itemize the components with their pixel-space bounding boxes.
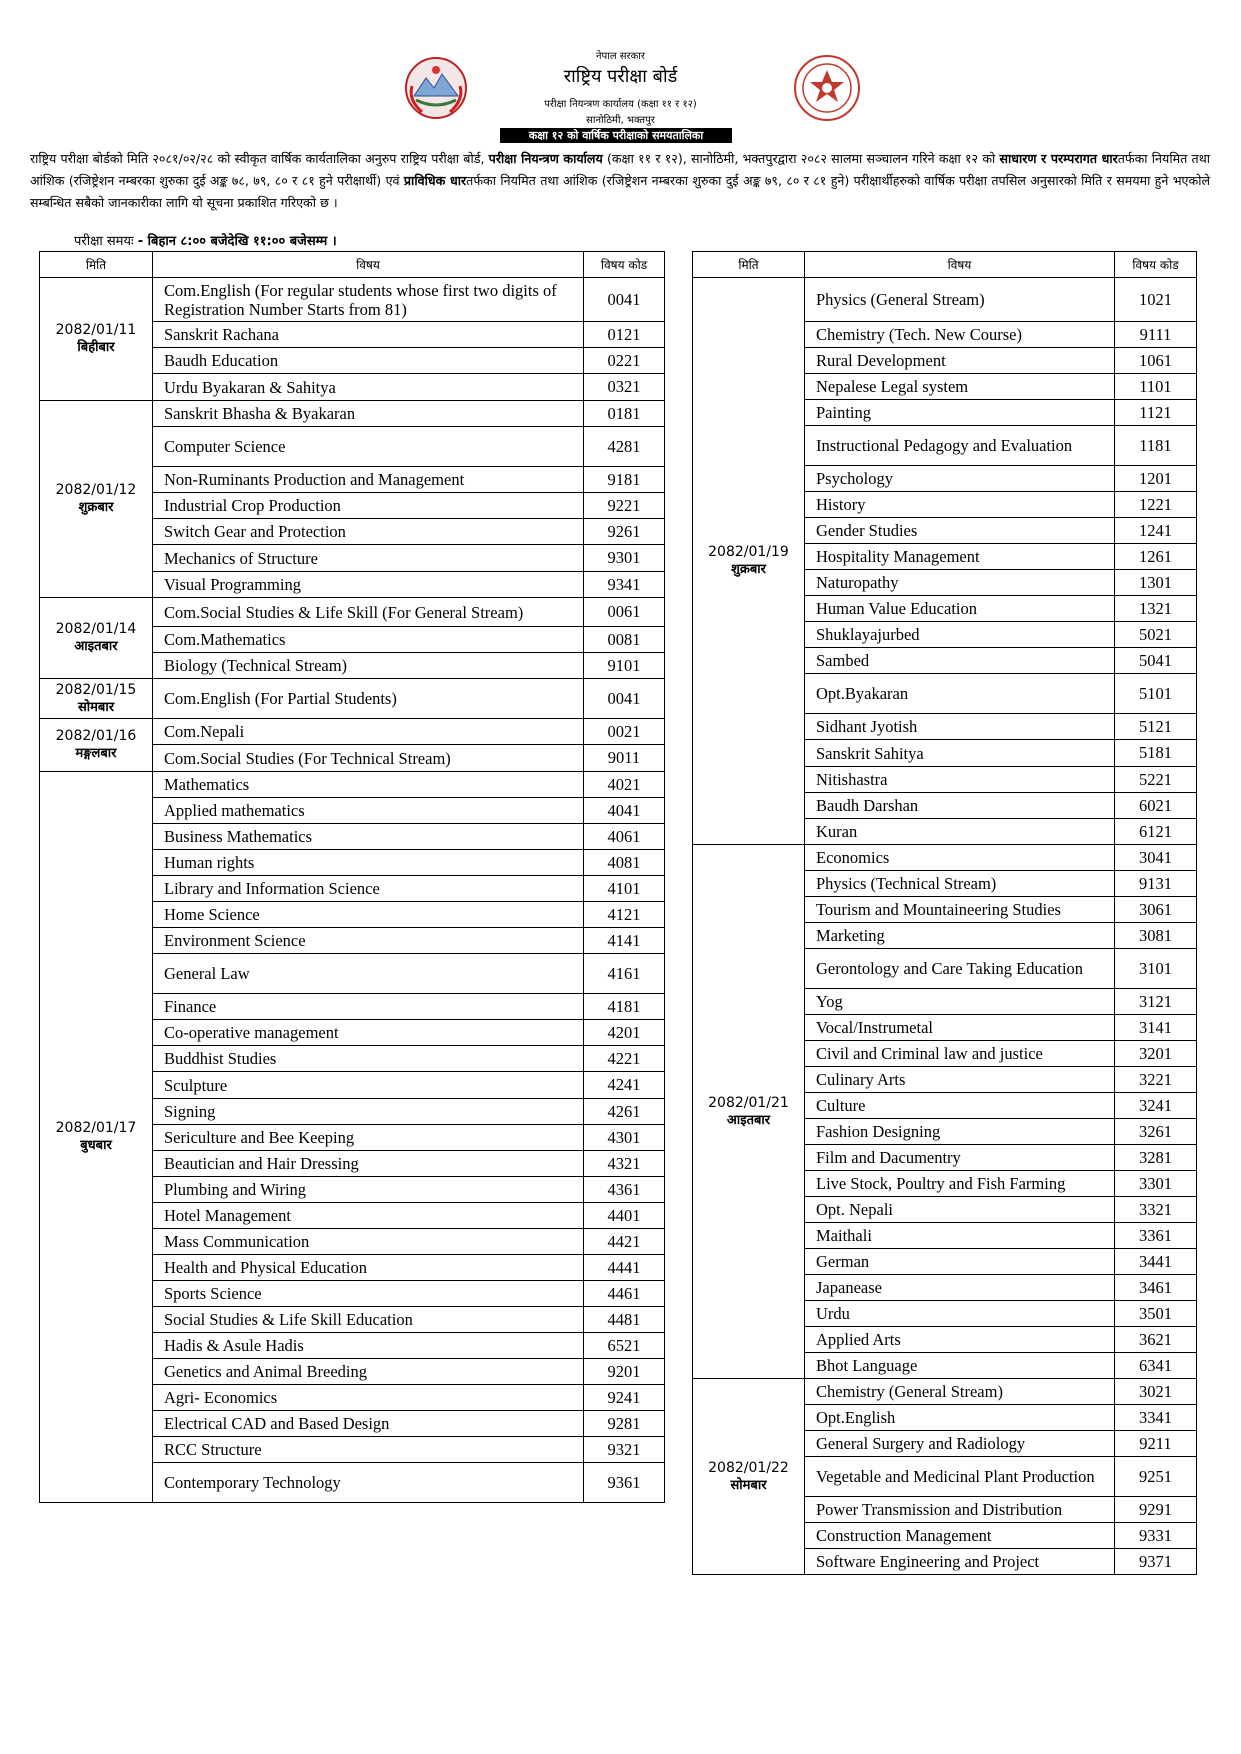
subject-code-cell: 3241 — [1115, 1093, 1197, 1119]
subject-cell: Naturopathy — [805, 570, 1115, 596]
exam-day: बुधबार — [80, 1138, 112, 1153]
table-row — [693, 278, 1197, 322]
subject-cell: Buddhist Studies — [153, 1046, 584, 1072]
subject-cell: General Law — [153, 954, 584, 994]
subject-code-cell: 0041 — [584, 679, 665, 719]
subject-code-cell: 9221 — [584, 493, 665, 519]
subject-code-cell: 3261 — [1115, 1119, 1197, 1145]
subject-cell: Sericulture and Bee Keeping — [153, 1125, 584, 1151]
subject-cell: General Surgery and Radiology — [805, 1431, 1115, 1457]
exam-time — [74, 231, 337, 249]
subject-code-cell: 9261 — [584, 519, 665, 545]
exam-date-cell — [693, 845, 805, 1379]
subject-cell: Com.Social Studies & Life Skill (For General Stream) — [153, 598, 584, 627]
subject-cell: Applied Arts — [805, 1327, 1115, 1353]
subject-cell: Business Mathematics — [153, 824, 584, 850]
column-header-subject: विषय — [805, 252, 1115, 278]
subject-code-cell: 4421 — [584, 1229, 665, 1255]
table-row — [40, 719, 665, 745]
subject-cell: Biology (Technical Stream) — [153, 653, 584, 679]
subject-cell: Live Stock, Poultry and Fish Farming — [805, 1171, 1115, 1197]
subject-cell: Human Value Education — [805, 596, 1115, 622]
notice-text: तर्फका नियमित तथा आंशिक (रजिष्ट्रेशन नम्बरका शुरुका दुई अङ्क ७८, ७९, ८० र ८१ हुने परीक्षार्थी) एवं — [30, 151, 1211, 188]
subject-cell: Agri- Economics — [153, 1385, 584, 1411]
exam-time-value: - बिहान ८:०० बजेदेखि ११:०० बजेसम्म । — [137, 234, 337, 249]
subject-cell: Visual Programming — [153, 572, 584, 598]
subject-cell: Power Transmission and Distribution — [805, 1497, 1115, 1523]
subject-cell: Baudh Education — [153, 348, 584, 374]
subject-cell: Mechanics of Structure — [153, 545, 584, 572]
subject-code-cell: 1321 — [1115, 596, 1197, 622]
subject-cell: Com.Social Studies (For Technical Stream) — [153, 745, 584, 772]
subject-code-cell: 4041 — [584, 798, 665, 824]
notice-highlight: प्राविधिक धार — [403, 173, 467, 188]
subject-code-cell: 1061 — [1115, 348, 1197, 374]
notice-text: राष्ट्रिय परीक्षा बोर्डको मिति २०८१/०२/२८ को स्वीकृत वार्षिक कार्यतालिका अनुरुप राष्ट्रिय परीक्षा बोर्ड, — [30, 151, 489, 166]
schedule-table-left — [39, 251, 665, 1503]
subject-cell: Software Engineering and Project — [805, 1549, 1115, 1575]
subject-code-cell: 3501 — [1115, 1301, 1197, 1327]
subject-cell: Shuklayajurbed — [805, 622, 1115, 648]
subject-code-cell: 9131 — [1115, 871, 1197, 897]
subject-code-cell: 9371 — [1115, 1549, 1197, 1575]
subject-cell: Hospitality Management — [805, 544, 1115, 570]
notice-title: कक्षा १२ को वार्षिक परीक्षाको समयतालिका — [500, 128, 732, 143]
subject-code-cell: 4401 — [584, 1203, 665, 1229]
office-name: परीक्षा नियन्त्रण कार्यालय (कक्षा ११ र १२) — [544, 99, 697, 110]
subject-cell: Hotel Management — [153, 1203, 584, 1229]
subject-cell: Hadis & Asule Hadis — [153, 1333, 584, 1359]
subject-code-cell: 4161 — [584, 954, 665, 994]
table-row — [693, 1379, 1197, 1405]
exam-time-label: परीक्षा समयः — [74, 234, 134, 249]
subject-code-cell: 4261 — [584, 1099, 665, 1125]
subject-code-cell: 4361 — [584, 1177, 665, 1203]
subject-code-cell: 9241 — [584, 1385, 665, 1411]
subject-code-cell: 5021 — [1115, 622, 1197, 648]
exam-date: 2082/01/17 — [55, 1120, 137, 1136]
schedule-body-left — [40, 278, 665, 1503]
subject-code-cell: 1301 — [1115, 570, 1197, 596]
subject-cell: Nepalese Legal system — [805, 374, 1115, 400]
subject-code-cell: 3461 — [1115, 1275, 1197, 1301]
subject-cell: German — [805, 1249, 1115, 1275]
subject-code-cell: 6021 — [1115, 793, 1197, 819]
exam-day: शुक्रबार — [731, 562, 766, 577]
subject-code-cell: 6121 — [1115, 819, 1197, 845]
subject-cell: Social Studies & Life Skill Education — [153, 1307, 584, 1333]
exam-date: 2082/01/22 — [708, 1459, 789, 1476]
subject-cell: Civil and Criminal law and justice — [805, 1041, 1115, 1067]
subject-cell: Physics (Technical Stream) — [805, 871, 1115, 897]
subject-cell: Sculpture — [153, 1072, 584, 1099]
subject-cell: Chemistry (Tech. New Course) — [805, 322, 1115, 348]
subject-code-cell: 9101 — [584, 653, 665, 679]
subject-code-cell: 9111 — [1115, 322, 1197, 348]
subject-cell: Vegetable and Medicinal Plant Production — [805, 1457, 1115, 1497]
exam-date-cell — [40, 679, 153, 719]
schedule-body-right — [693, 278, 1197, 1575]
subject-code-cell: 1181 — [1115, 426, 1197, 466]
subject-code-cell: 0081 — [584, 627, 665, 653]
subject-cell: Beautician and Hair Dressing — [153, 1151, 584, 1177]
exam-date-cell — [693, 278, 805, 845]
subject-code-cell: 4141 — [584, 928, 665, 954]
subject-code-cell: 0021 — [584, 719, 665, 745]
subject-cell: Culinary Arts — [805, 1067, 1115, 1093]
neb-logo-icon — [792, 52, 862, 124]
subject-cell: Mass Communication — [153, 1229, 584, 1255]
subject-code-cell: 4301 — [584, 1125, 665, 1151]
subject-cell: Com.English (For regular students whose first two digits of Registration Number Starts from 81) — [153, 278, 584, 322]
subject-code-cell: 1221 — [1115, 492, 1197, 518]
subject-code-cell: 3281 — [1115, 1145, 1197, 1171]
subject-code-cell: 9341 — [584, 572, 665, 598]
subject-code-cell: 4081 — [584, 850, 665, 876]
subject-code-cell: 1101 — [1115, 374, 1197, 400]
subject-code-cell: 3301 — [1115, 1171, 1197, 1197]
table-row — [693, 845, 1197, 871]
subject-code-cell: 4221 — [584, 1046, 665, 1072]
subject-cell: Computer Science — [153, 427, 584, 467]
subject-code-cell: 9331 — [1115, 1523, 1197, 1549]
subject-cell: Health and Physical Education — [153, 1255, 584, 1281]
subject-code-cell: 9281 — [584, 1411, 665, 1437]
subject-cell: Maithali — [805, 1223, 1115, 1249]
subject-code-cell: 3141 — [1115, 1015, 1197, 1041]
subject-cell: Kuran — [805, 819, 1115, 845]
subject-code-cell: 9201 — [584, 1359, 665, 1385]
subject-code-cell: 3361 — [1115, 1223, 1197, 1249]
subject-cell: Industrial Crop Production — [153, 493, 584, 519]
subject-code-cell: 1201 — [1115, 466, 1197, 492]
subject-code-cell: 4201 — [584, 1020, 665, 1046]
subject-cell: Fashion Designing — [805, 1119, 1115, 1145]
exam-date: 2082/01/16 — [55, 728, 137, 744]
column-header-code: विषय कोड — [584, 252, 665, 278]
notice-text: (कक्षा ११ र १२), सानोठिमी, भक्तपुरद्वारा २०८२ सालमा सञ्चालन गरिने कक्षा १२ को — [602, 151, 1000, 166]
subject-code-cell: 9011 — [584, 745, 665, 772]
subject-cell: Com.English (For Partial Students) — [153, 679, 584, 719]
table-row — [40, 598, 665, 627]
board-title: राष्ट्रिय परीक्षा बोर्ड — [563, 66, 678, 87]
table-header-row — [693, 252, 1197, 278]
subject-code-cell: 3201 — [1115, 1041, 1197, 1067]
subject-cell: Home Science — [153, 902, 584, 928]
subject-code-cell: 0121 — [584, 322, 665, 348]
subject-cell: Com.Nepali — [153, 719, 584, 745]
subject-cell: Switch Gear and Protection — [153, 519, 584, 545]
subject-cell: Economics — [805, 845, 1115, 871]
subject-cell: Vocal/Instrumetal — [805, 1015, 1115, 1041]
subject-code-cell: 3041 — [1115, 845, 1197, 871]
subject-cell: Film and Dacumentry — [805, 1145, 1115, 1171]
subject-cell: Sanskrit Bhasha & Byakaran — [153, 401, 584, 427]
subject-cell: Marketing — [805, 923, 1115, 949]
office-address: सानोठिमी, भक्तपुर — [586, 115, 655, 126]
subject-code-cell: 3341 — [1115, 1405, 1197, 1431]
column-header-date: मिति — [40, 252, 153, 278]
subject-code-cell: 3221 — [1115, 1067, 1197, 1093]
subject-cell: Painting — [805, 400, 1115, 426]
exam-day: आइतबार — [74, 639, 118, 654]
subject-code-cell: 3321 — [1115, 1197, 1197, 1223]
subject-cell: Gender Studies — [805, 518, 1115, 544]
subject-cell: Nitishastra — [805, 767, 1115, 793]
exam-day: आइतबार — [726, 1112, 771, 1128]
subject-code-cell: 4441 — [584, 1255, 665, 1281]
exam-day: शुक्रबार — [78, 500, 114, 515]
subject-code-cell: 3101 — [1115, 949, 1197, 989]
subject-cell: Culture — [805, 1093, 1115, 1119]
exam-date: 2082/01/12 — [55, 482, 137, 498]
subject-code-cell: 3441 — [1115, 1249, 1197, 1275]
subject-code-cell: 9181 — [584, 467, 665, 493]
subject-cell: Urdu — [805, 1301, 1115, 1327]
subject-cell: Tourism and Mountaineering Studies — [805, 897, 1115, 923]
exam-date: 2082/01/14 — [55, 621, 137, 637]
exam-date-cell — [40, 278, 153, 401]
subject-code-cell: 3021 — [1115, 1379, 1197, 1405]
table-row — [40, 772, 665, 798]
subject-code-cell: 9291 — [1115, 1497, 1197, 1523]
subject-code-cell: 6341 — [1115, 1353, 1197, 1379]
subject-code-cell: 9211 — [1115, 1431, 1197, 1457]
notice-text: तर्फका नियमित तथा आंशिक (रजिष्ट्रेशन नम्बरका शुरुका दुई अङ्क ७९, ८० र ८१ हुने) परीक्षार्थीहरुको वार्षिक परीक्षा तपसिल अनुसारको मिति र समयमा हुने भएकोले सम्बन्धित सबैको जानकारीका लागि यो सूचना प्रकाशित गरिएको छ । — [30, 173, 1210, 210]
subject-cell: Sidhant Jyotish — [805, 714, 1115, 740]
column-header-date: मिति — [693, 252, 805, 278]
subject-code-cell: 4321 — [584, 1151, 665, 1177]
exam-date-cell — [40, 401, 153, 598]
subject-cell: Construction Management — [805, 1523, 1115, 1549]
subject-cell: Library and Information Science — [153, 876, 584, 902]
notice-highlight: परीक्षा नियन्त्रण कार्यालय — [488, 151, 603, 166]
subject-code-cell: 4461 — [584, 1281, 665, 1307]
government-label: नेपाल सरकार — [596, 51, 645, 62]
subject-cell: Instructional Pedagogy and Evaluation — [805, 426, 1115, 466]
subject-code-cell: 3061 — [1115, 897, 1197, 923]
exam-day: बिहीबार — [77, 340, 115, 355]
exam-day: मङ्गलबार — [75, 746, 117, 761]
exam-date: 2082/01/19 — [708, 544, 789, 560]
subject-cell: Plumbing and Wiring — [153, 1177, 584, 1203]
subject-code-cell: 3121 — [1115, 989, 1197, 1015]
notice-highlight: साधारण र परम्परागत धार — [999, 151, 1118, 166]
subject-cell: Co-operative management — [153, 1020, 584, 1046]
exam-date: 2082/01/15 — [55, 681, 137, 698]
subject-cell: Physics (General Stream) — [805, 278, 1115, 322]
exam-date-cell — [693, 1379, 805, 1575]
subject-cell: Psychology — [805, 466, 1115, 492]
notice-paragraph — [30, 148, 1210, 214]
subject-cell: Bhot Language — [805, 1353, 1115, 1379]
table-row — [40, 278, 665, 322]
subject-cell: Rural Development — [805, 348, 1115, 374]
subject-code-cell: 5041 — [1115, 648, 1197, 674]
subject-cell: Sports Science — [153, 1281, 584, 1307]
exam-date-cell — [40, 719, 153, 772]
subject-cell: Com.Mathematics — [153, 627, 584, 653]
subject-code-cell: 9251 — [1115, 1457, 1197, 1497]
subject-code-cell: 1261 — [1115, 544, 1197, 570]
subject-code-cell: 9321 — [584, 1437, 665, 1463]
subject-code-cell: 1241 — [1115, 518, 1197, 544]
subject-code-cell: 4021 — [584, 772, 665, 798]
subject-cell: Genetics and Animal Breeding — [153, 1359, 584, 1385]
subject-cell: Sanskrit Sahitya — [805, 740, 1115, 767]
subject-cell: Gerontology and Care Taking Education — [805, 949, 1115, 989]
table-row — [40, 401, 665, 427]
subject-cell: RCC Structure — [153, 1437, 584, 1463]
subject-code-cell: 0221 — [584, 348, 665, 374]
subject-code-cell: 1021 — [1115, 278, 1197, 322]
subject-code-cell: 0041 — [584, 278, 665, 322]
schedule-table-right — [692, 251, 1197, 1575]
subject-code-cell: 3081 — [1115, 923, 1197, 949]
subject-code-cell: 4281 — [584, 427, 665, 467]
subject-cell: Mathematics — [153, 772, 584, 798]
subject-code-cell: 4101 — [584, 876, 665, 902]
subject-cell: Sambed — [805, 648, 1115, 674]
exam-day: सोमबार — [77, 699, 115, 715]
table-row — [40, 679, 665, 719]
subject-code-cell: 4061 — [584, 824, 665, 850]
subject-code-cell: 0061 — [584, 598, 665, 627]
subject-cell: Finance — [153, 994, 584, 1020]
subject-code-cell: 3621 — [1115, 1327, 1197, 1353]
subject-code-cell: 0181 — [584, 401, 665, 427]
subject-code-cell: 1121 — [1115, 400, 1197, 426]
subject-cell: Urdu Byakaran & Sahitya — [153, 374, 584, 401]
exam-day: सोमबार — [730, 1477, 767, 1493]
subject-code-cell: 0321 — [584, 374, 665, 401]
subject-cell: Non-Ruminants Production and Management — [153, 467, 584, 493]
column-header-code: विषय कोड — [1115, 252, 1197, 278]
subject-code-cell: 5221 — [1115, 767, 1197, 793]
subject-cell: Opt.Byakaran — [805, 674, 1115, 714]
exam-date: 2082/01/21 — [708, 1094, 789, 1111]
subject-cell: Human rights — [153, 850, 584, 876]
subject-code-cell: 9361 — [584, 1463, 665, 1503]
subject-cell: Signing — [153, 1099, 584, 1125]
subject-code-cell: 4121 — [584, 902, 665, 928]
subject-cell: Baudh Darshan — [805, 793, 1115, 819]
subject-code-cell: 5121 — [1115, 714, 1197, 740]
subject-code-cell: 5101 — [1115, 674, 1197, 714]
exam-date-cell — [40, 598, 153, 679]
subject-cell: Chemistry (General Stream) — [805, 1379, 1115, 1405]
subject-cell: Environment Science — [153, 928, 584, 954]
subject-code-cell: 4481 — [584, 1307, 665, 1333]
subject-cell: Japanease — [805, 1275, 1115, 1301]
subject-cell: Yog — [805, 989, 1115, 1015]
subject-cell: History — [805, 492, 1115, 518]
subject-code-cell: 5181 — [1115, 740, 1197, 767]
exam-date: 2082/01/11 — [55, 322, 137, 338]
subject-cell: Opt.English — [805, 1405, 1115, 1431]
exam-date-cell — [40, 772, 153, 1503]
subject-cell: Contemporary Technology — [153, 1463, 584, 1503]
subject-code-cell: 9301 — [584, 545, 665, 572]
table-header-row — [40, 252, 665, 278]
subject-cell: Sanskrit Rachana — [153, 322, 584, 348]
column-header-subject: विषय — [153, 252, 584, 278]
subject-code-cell: 4241 — [584, 1072, 665, 1099]
subject-cell: Electrical CAD and Based Design — [153, 1411, 584, 1437]
subject-code-cell: 6521 — [584, 1333, 665, 1359]
subject-code-cell: 4181 — [584, 994, 665, 1020]
subject-cell: Opt. Nepali — [805, 1197, 1115, 1223]
document-header — [0, 44, 1241, 142]
subject-cell: Applied mathematics — [153, 798, 584, 824]
